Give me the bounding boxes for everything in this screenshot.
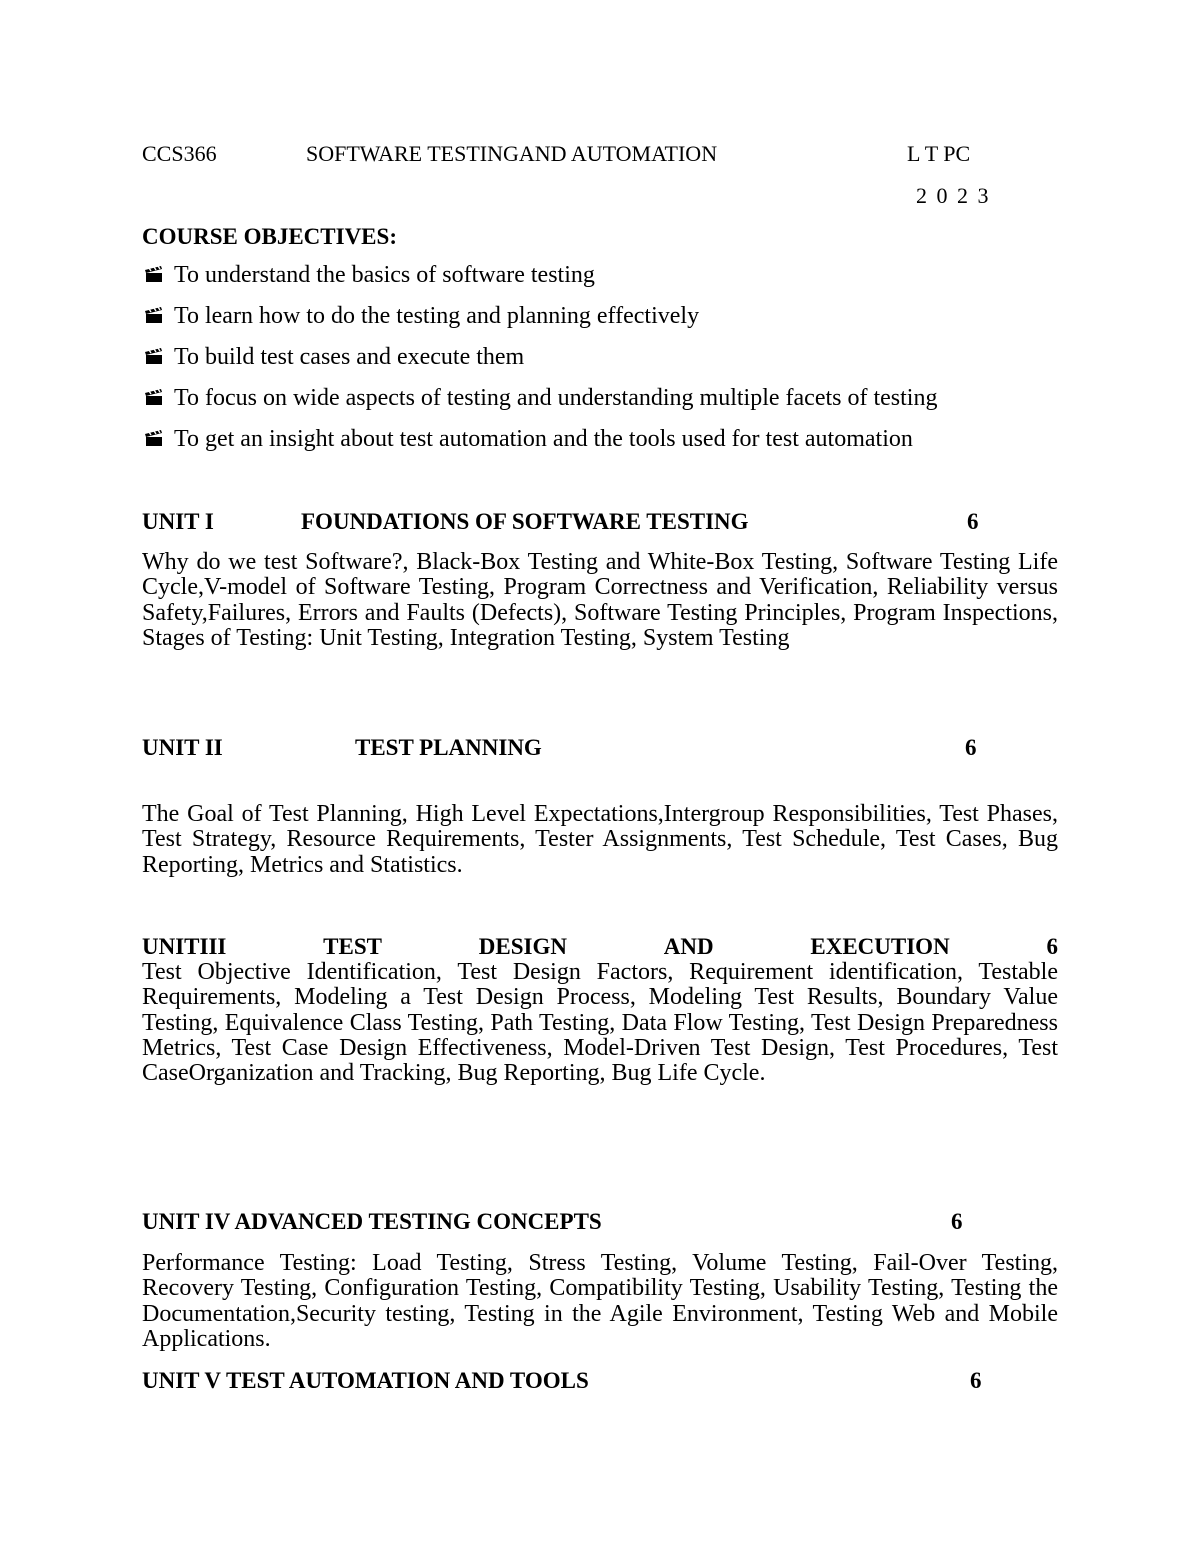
unit3-content: Test Objective Identification, Test Design Factors, Requirement identification, Testable Requirements, Modeling a Test Design Process, Modeling Test Results, Boundary Value Testing, Equivalence Class Testing, Path Testing, Data Flow Testing, Test Design Preparedness Metrics, Test Case Design Effectiveness, Model-Driven Test Design, Test Procedures, Test CaseOrganization and Tracking, Bug Reporting, Bug Life Cycle. — [142, 959, 1058, 1087]
clapperboard-bullet-icon — [144, 347, 164, 365]
clapperboard-bullet-icon — [144, 429, 164, 447]
unit2-label: UNIT II — [142, 735, 223, 760]
unit2-hours: 6 — [965, 735, 977, 760]
unit3-title-word: DESIGN — [478, 934, 567, 959]
unit3-hours: 6 — [1046, 934, 1058, 959]
course-code: CCS366 — [142, 141, 217, 166]
objective-text: To get an insight about test automation and the tools used for test automation — [174, 426, 913, 452]
unit1-hours: 6 — [967, 509, 979, 534]
unit4-hours: 6 — [951, 1209, 963, 1234]
unit3-title-word: AND — [663, 934, 714, 959]
ltpc-values: 2 0 2 3 — [916, 183, 991, 208]
course-title: SOFTWARE TESTINGAND AUTOMATION — [306, 141, 718, 166]
unit1-title: FOUNDATIONS OF SOFTWARE TESTING — [301, 509, 749, 534]
clapperboard-bullet-icon — [144, 265, 164, 283]
objective-text: To build test cases and execute them — [174, 344, 525, 370]
unit5-heading: UNIT V TEST AUTOMATION AND TOOLS — [142, 1368, 589, 1393]
unit3-title-word: TEST — [323, 934, 382, 959]
objectives-heading: COURSE OBJECTIVES: — [142, 224, 397, 249]
ltpc-label: L T PC — [907, 141, 971, 166]
unit4-content: Performance Testing: Load Testing, Stress Testing, Volume Testing, Fail-Over Testing, Recovery Testing, Configuration Testing, Compatibility Testing, Usability Testing, Testing the Documentation,Security testing, Testing in the Agile Environment, Testing Web and Mobile Applications. — [142, 1250, 1058, 1352]
objective-item — [144, 262, 595, 289]
unit4-heading: UNIT IV ADVANCED TESTING CONCEPTS — [142, 1209, 602, 1234]
objective-text: To learn how to do the testing and planning effectively — [174, 303, 700, 329]
objective-text: To focus on wide aspects of testing and understanding multiple facets of testing — [174, 385, 938, 411]
unit3-label: UNITIII — [142, 934, 227, 959]
objective-item — [144, 385, 937, 412]
unit3-heading — [142, 934, 1058, 960]
unit1-content: Why do we test Software?, Black-Box Testing and White-Box Testing, Software Testing Life Cycle,V-model of Software Testing, Program Correctness and Verification, Reliability versus Safety,Failures, Errors and Faults (Defects), Software Testing Principles, Program Inspections, Stages of Testing: Unit Testing, Integration Testing, System Testing — [142, 549, 1058, 651]
unit1-label: UNIT I — [142, 509, 214, 534]
objective-item — [144, 303, 699, 330]
unit2-content: The Goal of Test Planning, High Level Expectations,Intergroup Responsibilities, Test Phases, Test Strategy, Resource Requirements, Tester Assignments, Test Schedule, Test Cases, Bug Reporting, Metrics and Statistics. — [142, 801, 1058, 878]
unit3-title-word: EXECUTION — [810, 934, 950, 959]
clapperboard-bullet-icon — [144, 306, 164, 324]
objective-text: To understand the basics of software testing — [174, 262, 595, 288]
unit2-title: TEST PLANNING — [355, 735, 542, 760]
objective-item — [144, 344, 524, 371]
unit5-hours: 6 — [970, 1368, 982, 1393]
clapperboard-bullet-icon — [144, 388, 164, 406]
objective-item — [144, 426, 913, 453]
